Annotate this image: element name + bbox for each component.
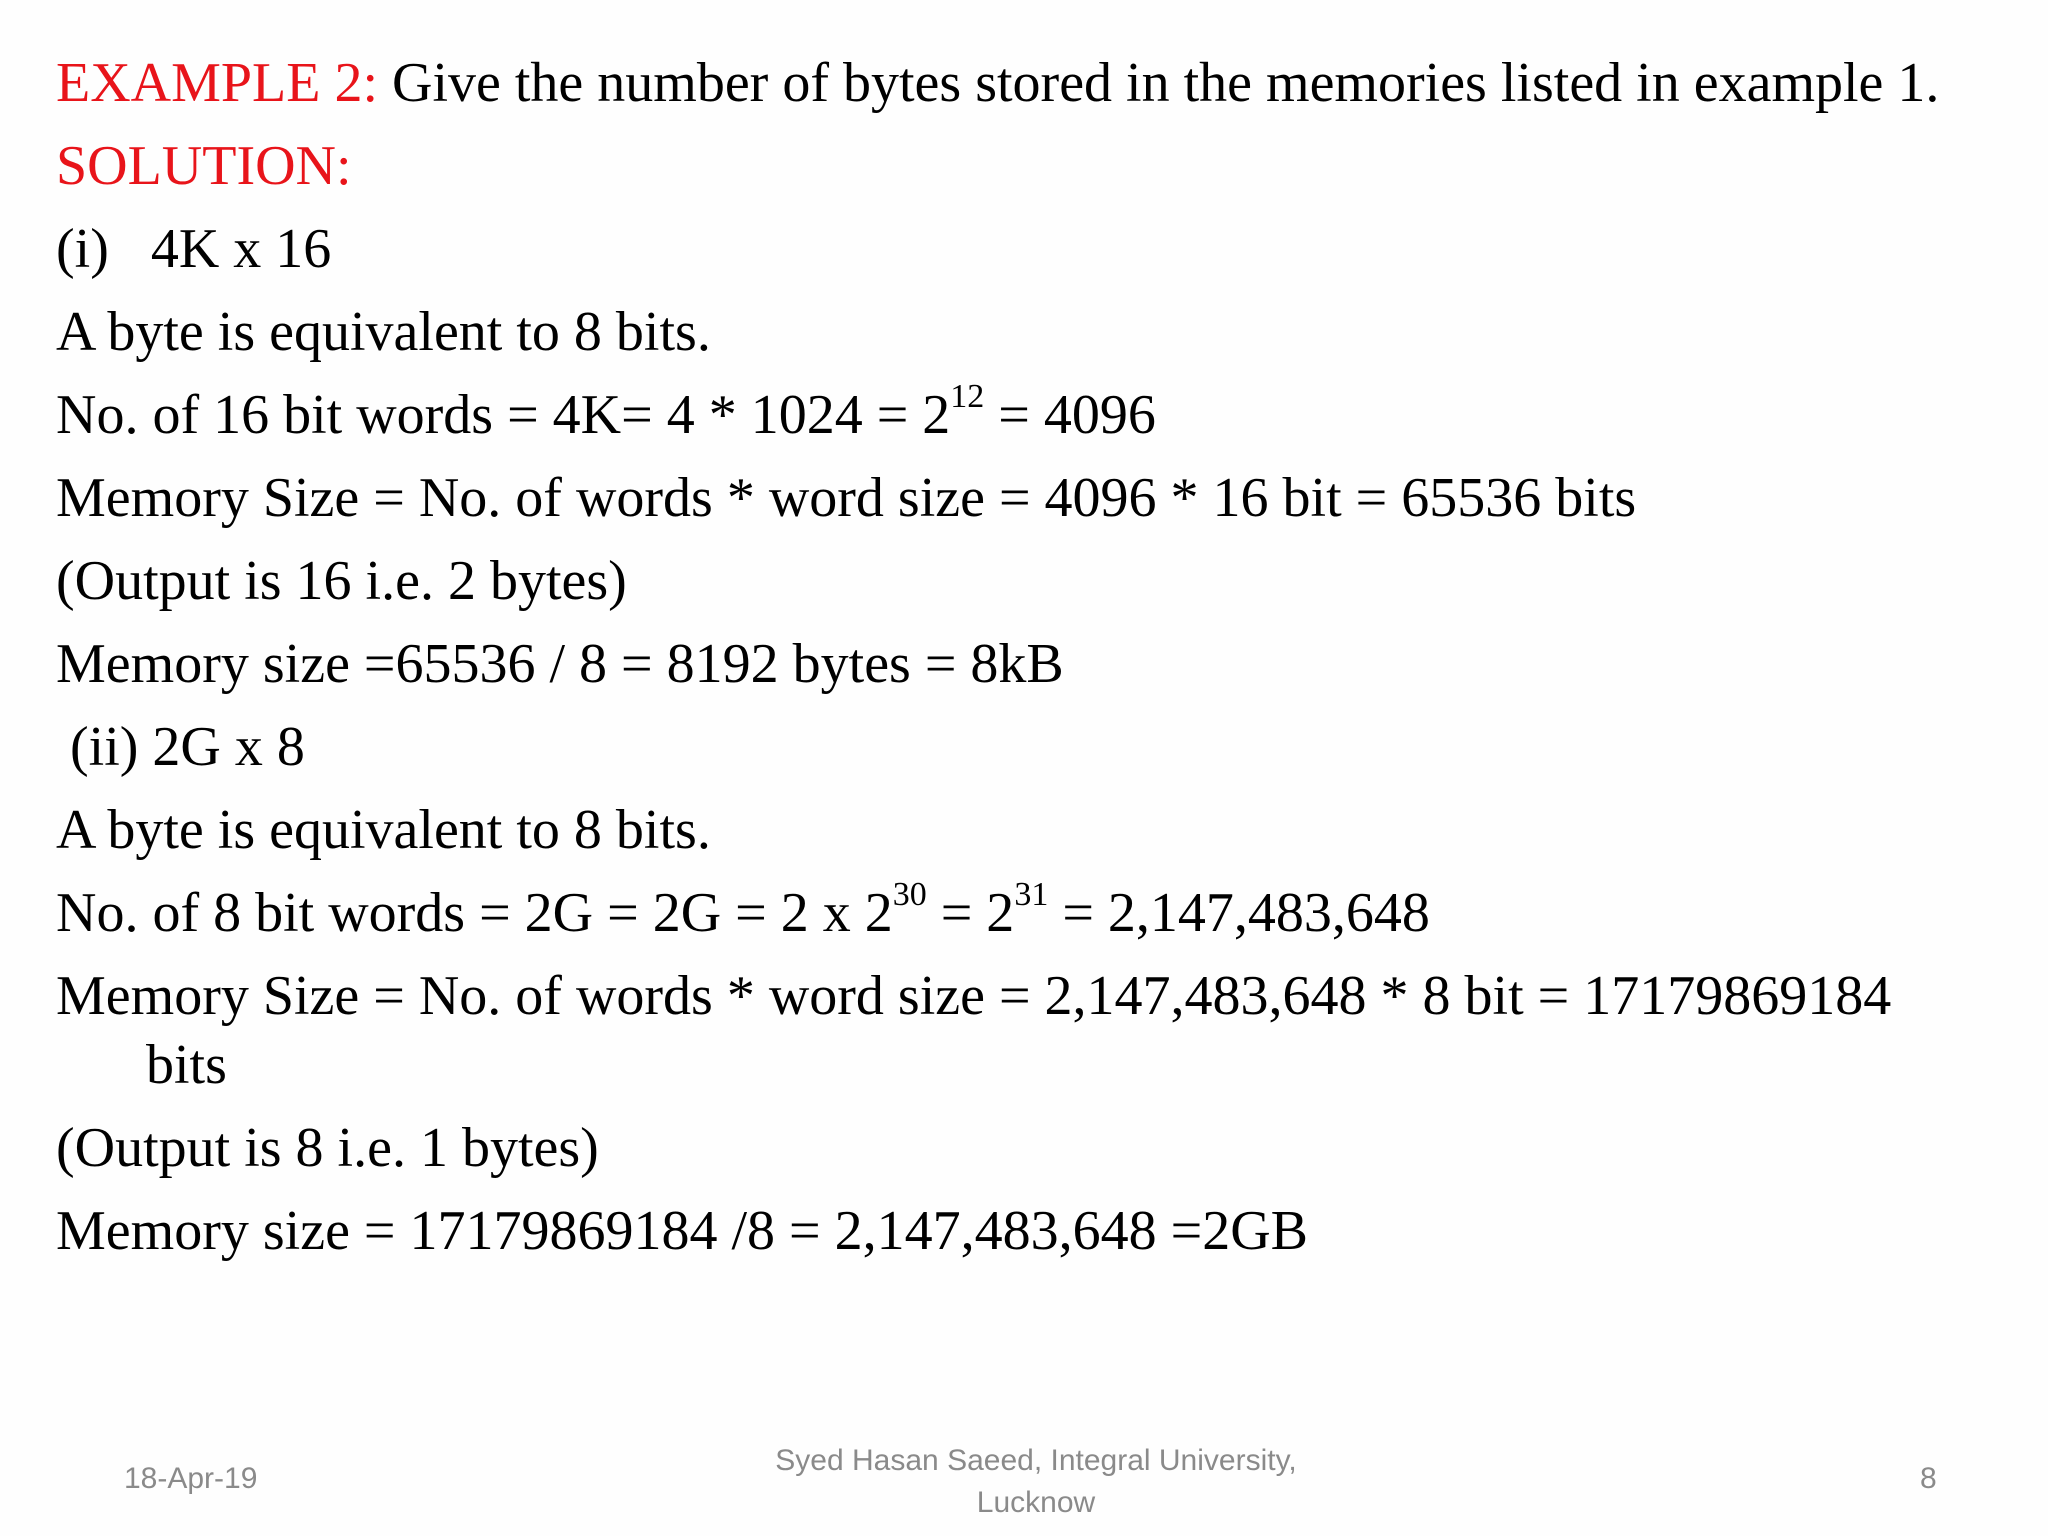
footer-author-line1: Syed Hasan Saeed, Integral University, (775, 1444, 1297, 1477)
footer-author-line2: Lucknow (976, 1486, 1096, 1519)
part1-title: (i) 4K x 16 (56, 218, 332, 280)
part2-words-exponent-2: 31 (1014, 876, 1049, 914)
part2-words-mid: = 2 (926, 882, 1015, 944)
part1-memory-size: Memory Size = No. of words * word size = 4096 * 16 bit = 65536 bits (56, 467, 1637, 529)
part2-result: Memory size = 17179869184 /8 = 2,147,483,648 =2GB (56, 1200, 1309, 1262)
part2-memory-size-unit: bits (146, 1034, 227, 1096)
footer-author (700, 1440, 1372, 1524)
page-number: 8 (1920, 1462, 1937, 1495)
part1-words-result: = 4096 (984, 384, 1156, 446)
part1-word-count (56, 380, 1156, 450)
part2-word-count (56, 878, 1430, 948)
part2-title: (ii) 2G x 8 (56, 716, 305, 778)
example-label: EXAMPLE 2: (56, 52, 378, 114)
part1-words-text: No. of 16 bit words = 4K= 4 * 1024 = 2 (56, 384, 951, 446)
part2-output: (Output is 8 i.e. 1 bytes) (56, 1117, 599, 1179)
part2-words-result: = 2,147,483,648 (1048, 882, 1430, 944)
solution-label: SOLUTION: (56, 135, 352, 197)
example-question: Give the number of bytes stored in the memories listed in example 1. (378, 52, 1940, 114)
part1-output: (Output is 16 i.e. 2 bytes) (56, 550, 627, 612)
part2-words-text: No. of 8 bit words = 2G = 2G = 2 x 2 (56, 882, 893, 944)
part2-words-exponent-1: 30 (892, 876, 927, 914)
example-heading (56, 48, 1939, 118)
part1-byte-definition: A byte is equivalent to 8 bits. (56, 301, 711, 363)
part1-words-exponent: 12 (950, 378, 985, 416)
part1-result: Memory size =65536 / 8 = 8192 bytes = 8kB (56, 633, 1064, 695)
footer-date: 18-Apr-19 (124, 1462, 258, 1495)
part2-byte-definition: A byte is equivalent to 8 bits. (56, 799, 711, 861)
part2-memory-size: Memory Size = No. of words * word size = 2,147,483,648 * 8 bit = 17179869184 (56, 965, 1892, 1027)
